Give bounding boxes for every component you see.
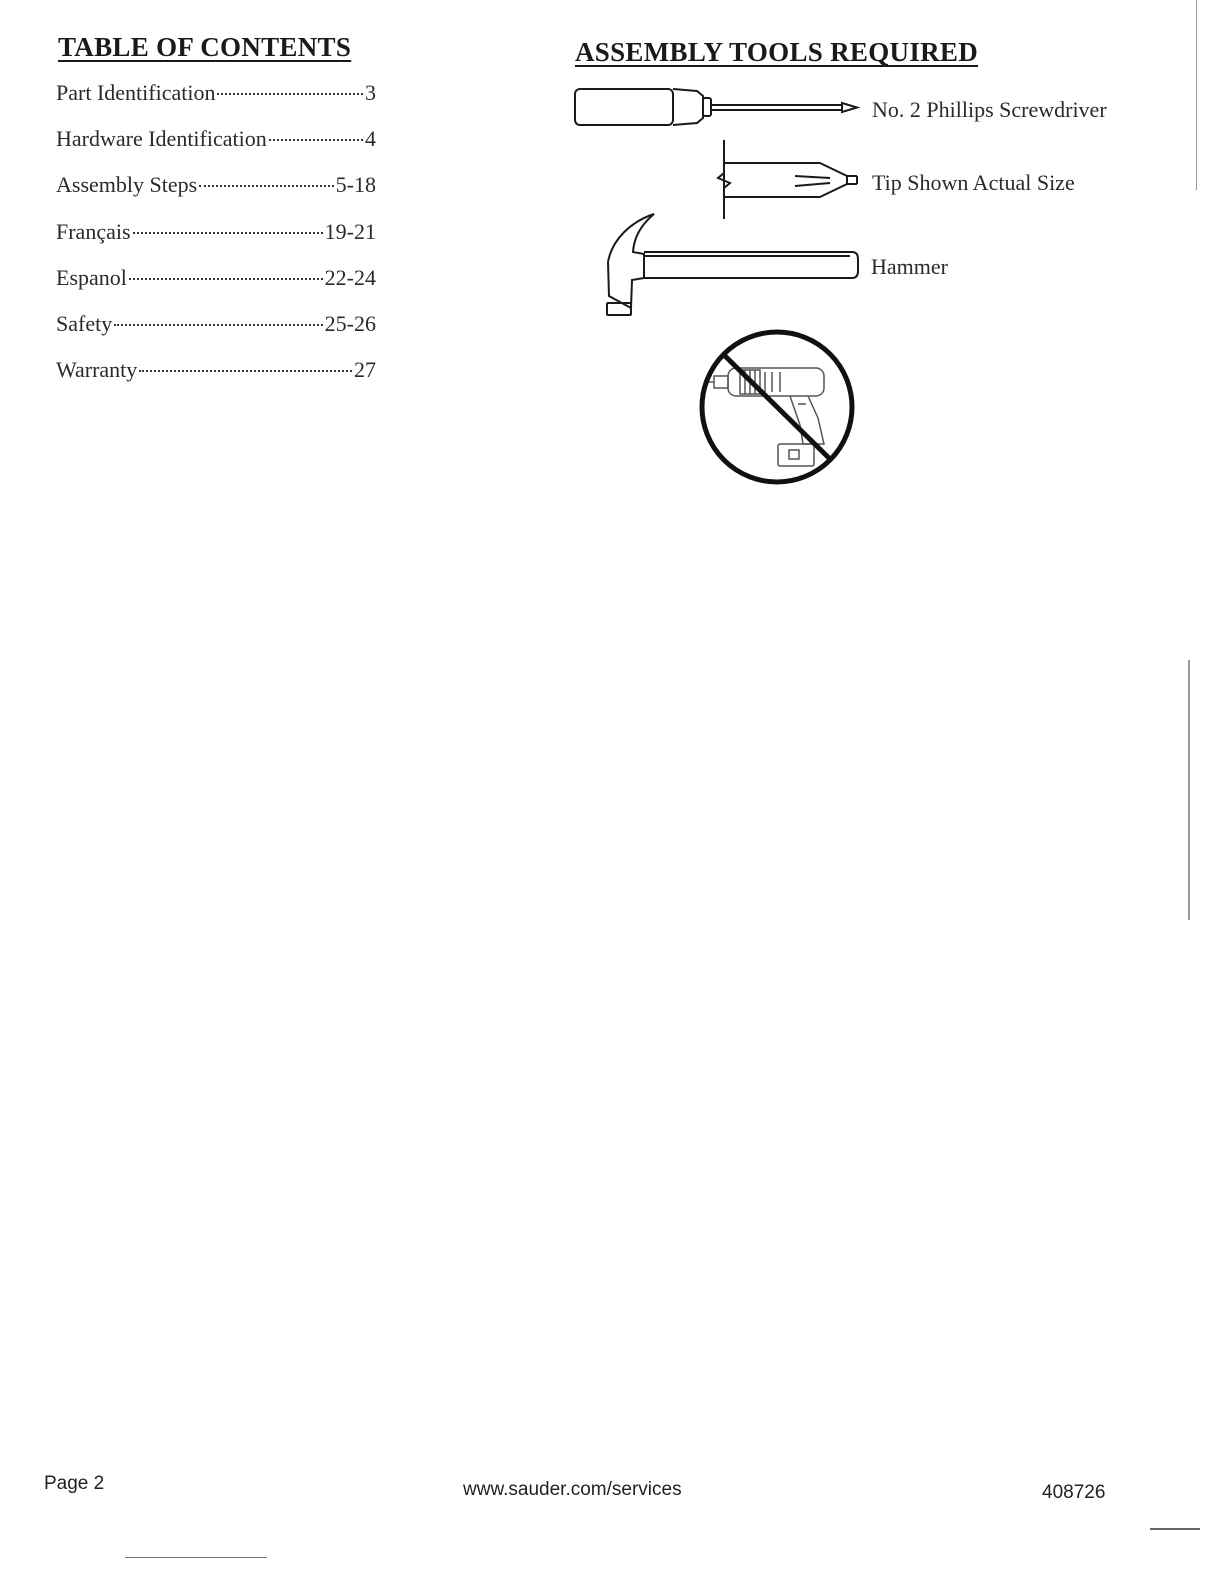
toc-entry-page: 3 [365, 80, 376, 105]
toc-entry-page: 5-18 [335, 172, 376, 198]
document-code: 408726 [1042, 1482, 1106, 1503]
page-number: Page 2 [44, 1473, 105, 1494]
phillips-screwdriver-icon [575, 89, 857, 125]
hammer-label: Hammer [871, 254, 948, 279]
toc-entry-label: Français [56, 218, 131, 244]
footer-url: www.sauder.com/services [463, 1479, 682, 1500]
toc-entry-label: Safety [56, 310, 113, 336]
scan-edge-line [125, 1557, 267, 1558]
toc-heading: TABLE OF CONTENTS [58, 32, 352, 62]
toc-entry-page: 27 [354, 357, 376, 383]
toc-entry-page: 25-26 [324, 310, 376, 336]
scan-edge-line [1196, 0, 1197, 190]
scan-edge-line [1188, 660, 1190, 920]
tools-heading: ASSEMBLY TOOLS REQUIRED [575, 37, 979, 67]
toc-entry-label: Espanol [56, 264, 127, 290]
toc-entry-label: Warranty [56, 357, 138, 383]
toc-entry-page: 19-21 [324, 218, 376, 244]
scan-edge-line [1150, 1528, 1200, 1530]
toc-entry-label: Part Identification [56, 80, 216, 105]
toc-entry-label: Assembly Steps [56, 172, 198, 198]
no-power-drill-icon [702, 332, 852, 482]
toc-entry-page: 22-24 [324, 264, 376, 290]
screwdriver-label: No. 2 Phillips Screwdriver [872, 97, 1107, 122]
screwdriver-tip-icon [718, 140, 857, 219]
tip-size-label: Tip Shown Actual Size [872, 170, 1075, 195]
toc-entry-page: 4 [365, 126, 376, 152]
hammer-icon [607, 214, 858, 315]
toc-entry-label: Hardware Identification [56, 126, 267, 152]
